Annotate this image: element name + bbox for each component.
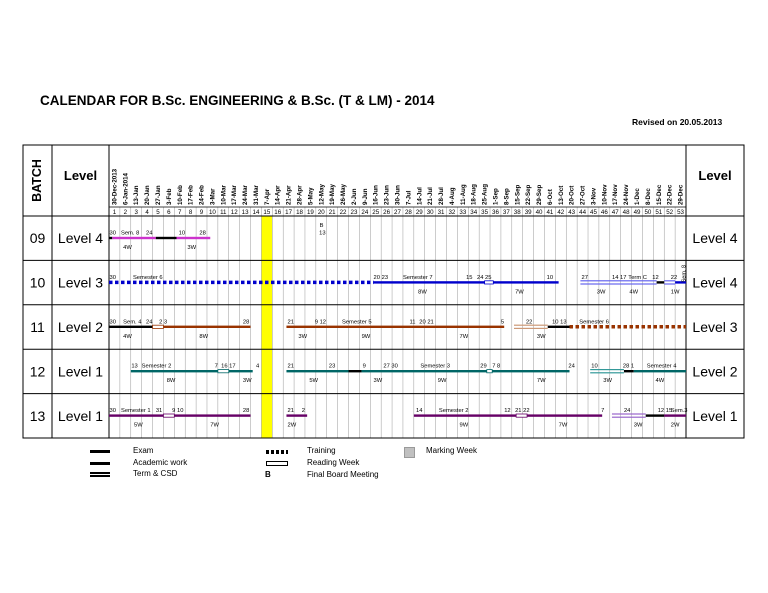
week-number: 5 — [156, 209, 160, 216]
week-date-label: 6-Oct — [546, 189, 554, 205]
week-number: 21 — [328, 209, 336, 216]
bar-label: 9 — [362, 363, 366, 370]
bar-term — [580, 283, 656, 284]
level-cell-left: Level 2 — [57, 319, 104, 335]
level-header-right: Level — [698, 168, 732, 183]
bar-term — [612, 417, 646, 418]
week-date-label: 1-Sep — [492, 188, 500, 205]
bar-label: 28 — [242, 408, 250, 415]
week-number: 41 — [546, 209, 554, 216]
week-number: 1 — [112, 209, 117, 216]
week-date-label: 10-Nov — [601, 184, 609, 205]
week-date-label: 20-Jan — [144, 185, 152, 205]
bar-label: 7W — [558, 422, 568, 429]
week-number: 16 — [274, 209, 282, 216]
legend-board-label: Final Board Meeting — [307, 470, 379, 479]
bar-label: 2W — [670, 422, 680, 429]
week-number: 15 — [263, 209, 271, 216]
bar-label: 3W — [373, 378, 383, 385]
bar-label: 12 — [504, 408, 511, 415]
batch-cell: 10 — [29, 274, 46, 291]
bar-label: 10 — [178, 230, 186, 237]
legend-board-symbol: B — [265, 470, 271, 479]
week-date-label: 11-Aug — [459, 184, 467, 205]
week-number: 52 — [666, 209, 674, 216]
week-number: 26 — [383, 209, 391, 216]
week-number: 27 — [394, 209, 401, 216]
bar-label: Semester 6 — [132, 274, 163, 281]
week-date-label: 28-Apr — [296, 185, 304, 205]
week-number: 49 — [633, 209, 641, 216]
batch-cell: 11 — [30, 319, 45, 335]
bar-label: 10 13 — [552, 319, 567, 326]
level-header-left: Level — [63, 168, 98, 183]
bar-label: 23 — [328, 363, 336, 370]
bar-label: Semester 2 — [438, 408, 469, 415]
week-date-label: 15-Dec — [655, 184, 663, 205]
week-number: 24 — [361, 209, 369, 216]
week-date-label: 29-Sep — [536, 184, 544, 205]
week-date-label: 1-Dec — [634, 188, 642, 205]
bar-label: 7W — [210, 422, 219, 429]
week-number: 53 — [677, 209, 685, 216]
bar-label: 24 — [146, 230, 153, 237]
bar-label: 12 15 — [657, 408, 673, 415]
bar-label: 3W — [242, 378, 252, 385]
bar-label: Semester 5 — [341, 319, 372, 326]
bar-academic — [176, 237, 210, 239]
bar-academic — [174, 414, 250, 416]
legend-term-swatch — [90, 472, 110, 477]
bar-exam — [109, 326, 153, 328]
legend-academic-label: Academic work — [133, 458, 188, 467]
bar-label: 22 — [525, 319, 533, 326]
week-number: 31 — [437, 209, 445, 216]
week-number: 14 — [252, 209, 260, 216]
legend-term-label: Term & CSD — [133, 469, 178, 478]
bar-label: 3W — [187, 245, 197, 251]
bar-label: 5W — [309, 378, 319, 385]
bar-label: 31 — [155, 408, 163, 415]
batch-cell: 13 — [29, 407, 46, 424]
bar-label: Sem.3 — [670, 408, 688, 415]
bar-label: 3W — [298, 333, 308, 340]
bar-label: Semester 4 — [646, 363, 677, 370]
level-cell-right: Level 2 — [692, 363, 738, 380]
bar-term — [514, 328, 548, 329]
bar-academic — [492, 370, 569, 372]
bar-label: 21 22 — [515, 408, 530, 415]
week-date-label: 24-Feb — [198, 185, 206, 205]
week-date-label: 3-Mar — [209, 188, 217, 205]
level-cell-left: Level 3 — [57, 274, 104, 291]
week-number: 6 — [167, 209, 171, 216]
week-date-label: 18-Aug — [470, 184, 478, 205]
bar-label: 27 — [581, 274, 588, 281]
batch-cell: 12 — [29, 363, 46, 380]
highlight-week-column — [261, 216, 272, 438]
week-date-label: 3-Feb — [165, 188, 173, 205]
bar-label: 8W — [418, 289, 427, 296]
week-number: 4 — [145, 209, 149, 216]
bar-academic — [374, 281, 485, 283]
week-number: 46 — [600, 209, 608, 216]
bar-label: Sem. 8 — [120, 230, 140, 237]
week-date-label: 14-Apr — [274, 185, 282, 205]
bar-academic — [229, 370, 253, 372]
page-title: CALENDAR FOR B.Sc. ENGINEERING & B.Sc. (T & LM) - 2014 — [40, 93, 435, 108]
bar-label: 9W — [437, 378, 447, 385]
bar-label: 24 — [146, 319, 153, 326]
bar-exam — [156, 237, 177, 239]
week-number: 20 — [317, 209, 325, 216]
week-date-label: 29-Dec — [677, 184, 685, 205]
week-date-label: 16-Jun — [372, 185, 380, 205]
bar-label: 21 — [287, 319, 294, 326]
bar-label: 14 17 — [611, 274, 627, 281]
week-date-label: 27-Oct — [579, 185, 587, 205]
bar-label: 13 — [131, 363, 138, 370]
bar-academic — [634, 370, 686, 372]
legend-marking-label: Marking Week — [426, 446, 477, 455]
bar-label: 4W — [629, 289, 639, 296]
bar-label: Semester 6 — [579, 319, 609, 326]
week-date-label: 10-Feb — [176, 185, 184, 205]
bar-label: 28 1 — [622, 363, 635, 370]
batch-header: BATCH — [29, 159, 44, 202]
week-number: 17 — [285, 209, 293, 216]
week-number: 48 — [622, 209, 630, 216]
bar-label: 14 — [416, 408, 423, 415]
bar-label: 24 25 — [476, 274, 492, 281]
bar-label: 30 — [109, 408, 116, 415]
bar-label: 24 — [568, 363, 575, 370]
week-date-label: 21-Apr — [285, 185, 293, 205]
week-date-label: 30-Dec-2013 — [111, 168, 119, 205]
week-number: 45 — [590, 209, 597, 216]
week-date-label: 22-Dec — [666, 184, 674, 205]
level-cell-left: Level 4 — [57, 230, 104, 247]
week-date-label: 30-Jun — [394, 185, 402, 205]
week-number: 2 — [123, 209, 128, 216]
week-date-label: 15-Sep — [514, 184, 522, 205]
level-cell-right: Level 4 — [692, 274, 738, 291]
bar-reading-week — [485, 281, 494, 284]
bar-label: 9W — [459, 422, 469, 429]
bar-exam — [657, 281, 665, 283]
bar-label: 3W — [596, 289, 606, 296]
week-number: 37 — [502, 209, 510, 216]
bar-label: 3W — [633, 422, 643, 429]
bar-label: 27 30 — [383, 363, 398, 370]
revision-note: Revised on 20.05.2013 — [632, 117, 723, 127]
bar-label: 10 — [591, 363, 598, 370]
bar-academic — [112, 237, 156, 239]
week-date-label: 8-Sep — [503, 188, 511, 205]
bar-label: 7 — [214, 363, 218, 370]
week-date-label: 10-Mar — [220, 185, 228, 205]
bar-label: 1W — [670, 289, 680, 296]
bar-label: 30 — [109, 230, 116, 237]
week-number: 7 — [178, 209, 182, 216]
bar-exam — [109, 237, 112, 239]
week-number: 34 — [470, 209, 478, 216]
bar-reading-week — [153, 325, 164, 328]
level-cell-right: Level 1 — [692, 407, 738, 424]
legend-reading-swatch — [266, 461, 288, 466]
week-date-label: 2-Jun — [350, 188, 358, 205]
bar-academic — [109, 414, 163, 416]
week-number: 25 — [372, 209, 380, 216]
bar-label: 4 — [255, 363, 260, 370]
bar-label: 16 17 — [221, 363, 236, 370]
bar-label: 15 — [466, 274, 473, 281]
bar-label: 9 12 — [314, 319, 327, 326]
bar-academic — [414, 414, 516, 416]
bar-label: 5W — [134, 422, 143, 429]
week-number: 13 — [241, 209, 249, 216]
week-number: 28 — [404, 209, 412, 216]
week-number: 29 — [415, 209, 423, 216]
week-date-label: 6-Jan-2014 — [122, 173, 130, 205]
week-number: 22 — [339, 209, 347, 216]
legend-training-swatch — [266, 450, 288, 454]
bar-label: 20 23 — [373, 274, 389, 281]
week-number: 44 — [579, 209, 587, 216]
bar-reading-week — [218, 370, 229, 373]
bar-label: 28 — [242, 319, 250, 326]
bar-label: 13 — [319, 230, 326, 237]
legend-training-label: Training — [307, 446, 336, 455]
week-number: 42 — [557, 209, 565, 216]
week-number: 51 — [655, 209, 663, 216]
bar-exam — [548, 326, 570, 328]
week-date-label: 5-May — [307, 187, 315, 205]
bar-label: 22 — [670, 274, 678, 281]
week-number: 3 — [134, 209, 138, 216]
week-date-label: 7-Apr — [263, 188, 271, 205]
week-date-label: 27-Jan — [154, 185, 162, 205]
bar-academic — [362, 370, 487, 372]
bar-label: 3W — [536, 333, 546, 340]
week-number: 47 — [611, 209, 619, 216]
bar-reading-week — [487, 370, 492, 373]
bar-label: 2 — [301, 408, 305, 415]
bar-label: 7W — [515, 289, 524, 296]
bar-academic — [286, 414, 307, 416]
bar-label: 10 — [546, 274, 554, 281]
legend-marking-swatch — [404, 447, 415, 458]
bar-label: 3W — [603, 378, 612, 385]
week-date-label: 28-Jul — [438, 187, 446, 205]
bar-label: Semester 3 — [420, 363, 451, 370]
week-date-label: 3-Nov — [590, 187, 598, 205]
bar-label: 7W — [536, 378, 546, 385]
bar-label: 9W — [361, 333, 371, 340]
week-number: 38 — [513, 209, 521, 216]
bar-reading-week — [163, 414, 174, 417]
week-number: 39 — [524, 209, 532, 216]
week-date-label: 19-May — [329, 184, 337, 205]
week-date-label: 17-Nov — [612, 184, 620, 205]
bar-label: 4W — [655, 378, 665, 385]
bar-exam — [646, 414, 665, 416]
bar-label: 28 — [199, 230, 206, 237]
level-cell-right: Level 3 — [692, 319, 738, 335]
bar-label: 30 — [109, 319, 116, 326]
week-number: 30 — [426, 209, 434, 216]
bar-label: 9 10 — [172, 408, 184, 415]
bar-label-vertical: Sem. 8 — [681, 264, 688, 283]
week-date-label: 7-Jul — [405, 190, 413, 205]
week-date-label: 26-May — [340, 184, 348, 205]
week-date-label: 4-Aug — [448, 187, 456, 205]
week-date-label: 14-Jul — [416, 187, 424, 205]
legend-exam-swatch — [90, 450, 110, 453]
week-number: 23 — [350, 209, 358, 216]
bar-term — [590, 372, 624, 373]
batch-cell: 09 — [29, 230, 46, 247]
week-number: 19 — [306, 209, 314, 216]
bar-label: 7W — [459, 333, 469, 340]
week-date-label: 24-Mar — [242, 185, 250, 205]
week-date-label: 17-Feb — [187, 185, 195, 205]
bar-label: Semester 2 — [141, 363, 172, 370]
bar-label: 29 — [480, 363, 487, 370]
week-number: 36 — [492, 209, 499, 216]
bar-label: 12 — [652, 274, 659, 281]
bar-label: B — [319, 223, 324, 229]
level-cell-left: Level 1 — [57, 363, 104, 380]
bar-label: 2 3 — [159, 319, 168, 326]
week-date-label: 24-Nov — [623, 184, 631, 205]
bar-academic — [527, 414, 602, 416]
bar-label: 7 — [601, 408, 605, 415]
week-number: 12 — [230, 209, 238, 216]
week-number: 10 — [208, 209, 216, 216]
week-date-label: 13-Oct — [557, 185, 565, 205]
week-number: 50 — [644, 209, 652, 216]
week-number: 40 — [535, 209, 543, 216]
legend-academic-swatch — [90, 462, 110, 465]
level-cell-right: Level 4 — [692, 230, 738, 247]
bar-label: 11 — [409, 319, 416, 326]
week-number: 8 — [188, 209, 193, 216]
week-date-label: 13-Jan — [133, 185, 141, 205]
bar-label: Sem. 4 — [123, 319, 142, 326]
bar-exam — [349, 370, 362, 372]
legend-exam-label: Exam — [133, 446, 154, 455]
bar-label: 7 8 — [492, 363, 501, 370]
bar-label: 8W — [166, 378, 176, 385]
bar-label: 20 21 — [419, 319, 434, 326]
week-date-label: 9-Jun — [361, 188, 369, 205]
week-date-label: 31-Mar — [252, 185, 260, 205]
bar-label: Semester 7 — [402, 274, 433, 281]
bar-label: Term C — [628, 274, 647, 281]
week-date-label: 8-Dec — [644, 188, 652, 205]
week-number: 18 — [296, 209, 303, 216]
bar-label: 21 — [287, 363, 294, 370]
bar-academic — [493, 281, 558, 283]
bar-academic — [286, 370, 348, 372]
bar-label: 8W — [199, 333, 209, 340]
bar-label: 2W — [287, 422, 297, 429]
week-number: 32 — [448, 209, 456, 216]
bar-academic — [131, 370, 218, 372]
week-date-label: 20-Oct — [568, 185, 576, 205]
bar-academic — [286, 326, 504, 328]
bar-label: 4W — [123, 333, 132, 340]
bar-reading-week — [516, 414, 527, 417]
week-number: 43 — [568, 209, 576, 216]
bar-academic — [163, 326, 250, 328]
level-cell-left: Level 1 — [57, 407, 104, 424]
week-number: 35 — [481, 209, 489, 216]
bar-label: 4W — [123, 245, 132, 251]
week-number: 11 — [220, 209, 227, 216]
bar-label: 21 — [287, 408, 294, 415]
bar-label: 5 — [500, 319, 505, 326]
bar-exam — [624, 370, 634, 372]
week-date-label: 17-Mar — [231, 185, 239, 205]
bar-label: 24 — [623, 408, 631, 415]
week-date-label: 22-Sep — [525, 184, 533, 205]
legend-reading-label: Reading Week — [307, 458, 360, 467]
bar-label: Semester 1 — [120, 408, 151, 415]
week-number: 33 — [459, 209, 467, 216]
week-number: 9 — [199, 209, 204, 216]
week-date-label: 21-Jul — [427, 187, 435, 205]
bar-label: 30 — [109, 274, 116, 281]
bar-term — [664, 283, 675, 284]
week-date-label: 12-May — [318, 184, 326, 205]
week-date-label: 25-Aug — [481, 184, 489, 205]
bar-academic — [664, 414, 686, 416]
week-date-label: 23-Jun — [383, 185, 391, 205]
